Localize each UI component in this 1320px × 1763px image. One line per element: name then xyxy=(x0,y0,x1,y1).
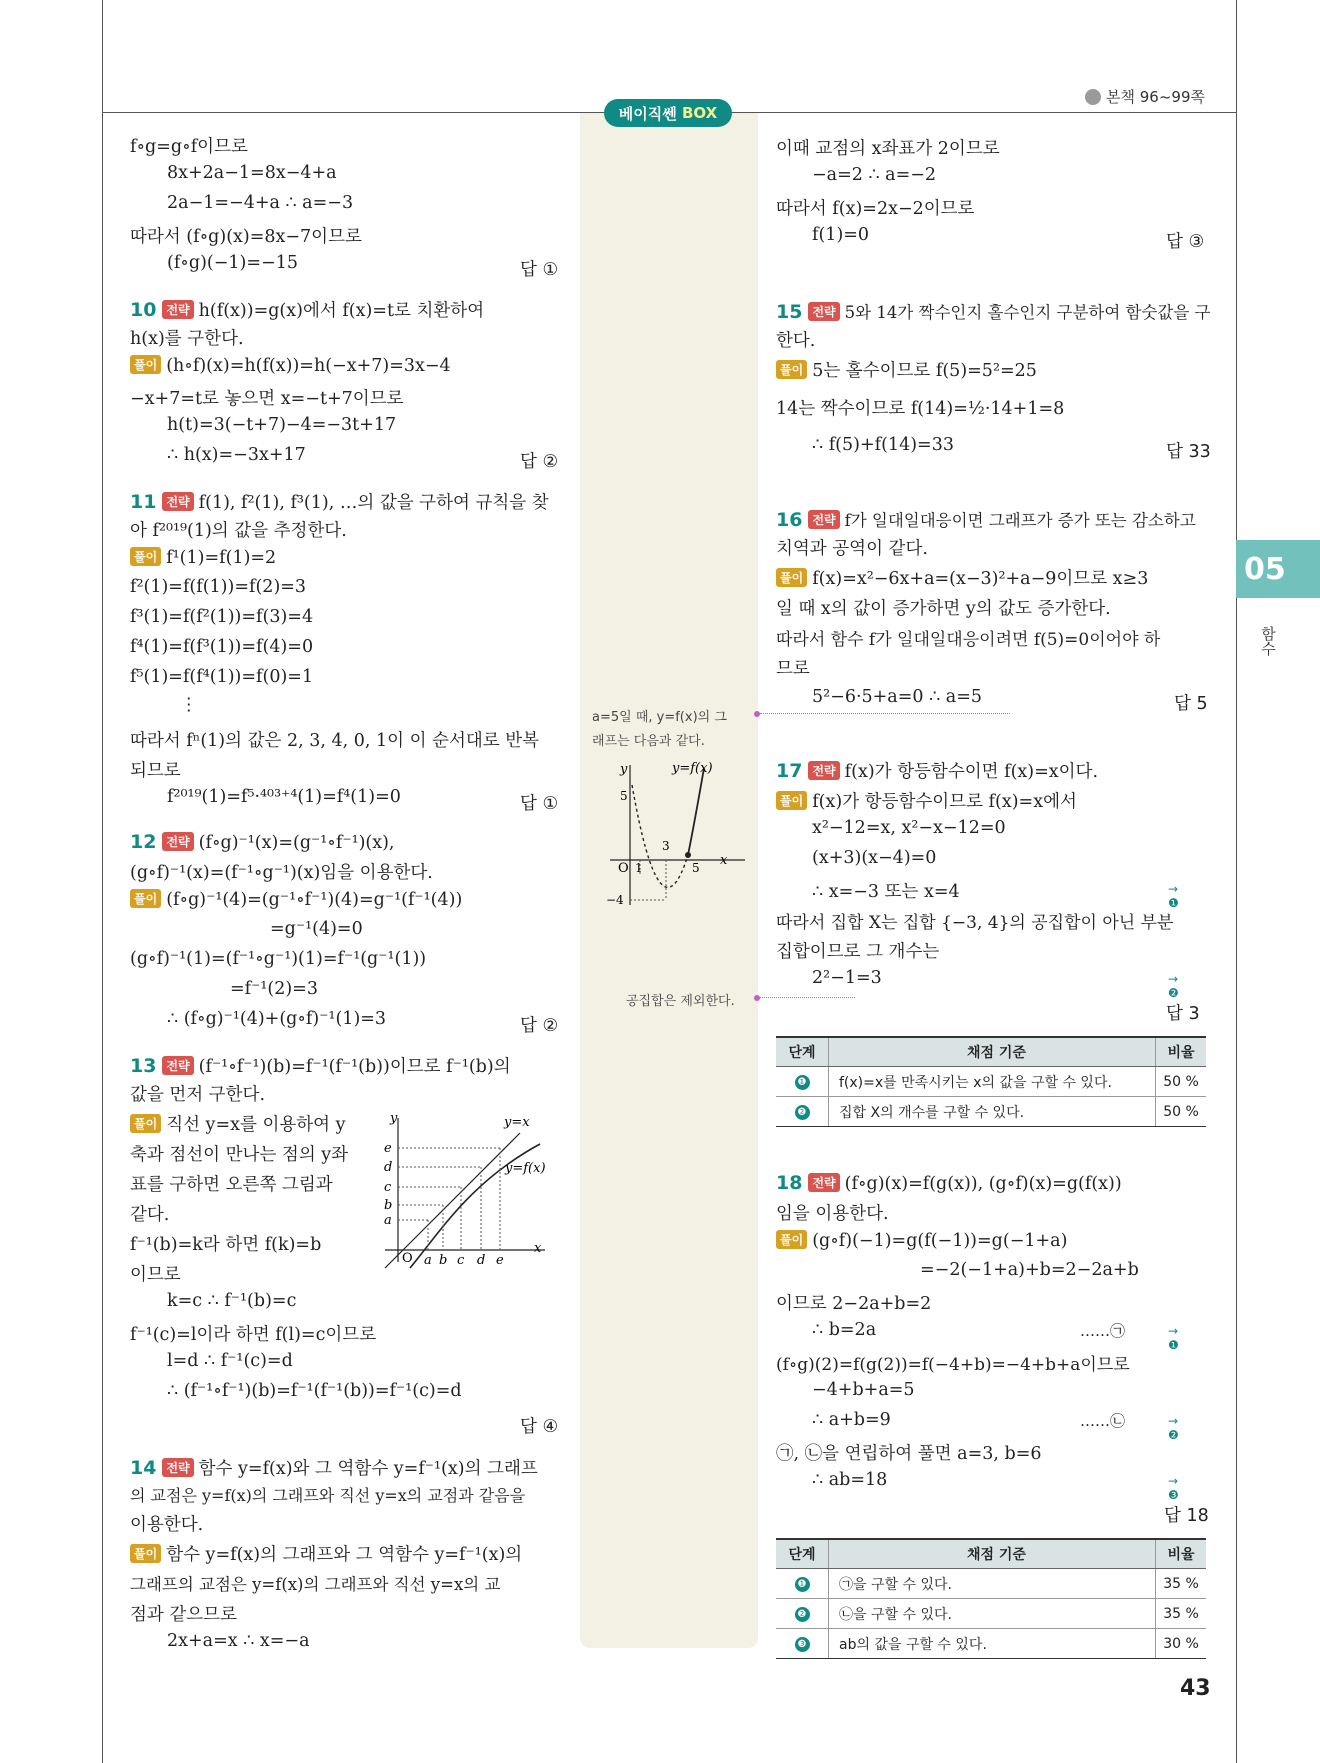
text-line: 따라서 f(x)=2x−2이므로 xyxy=(776,199,975,219)
text-line: 따라서 함수 f가 일대일대응이려면 f(5)=0이어야 하 xyxy=(776,630,1161,650)
text-line: l=d ∴ f⁻¹(c)=d xyxy=(167,1351,293,1371)
table-header-row xyxy=(776,1037,1206,1067)
answer: 답 ① xyxy=(520,260,559,280)
step-badge: ❷ xyxy=(795,1607,810,1622)
table-row xyxy=(776,1569,1206,1599)
text-line: 풀이 f(x)=x²−6x+a=(x−3)²+a−9이므로 x≥3 xyxy=(776,565,1148,590)
scoring-table-17 xyxy=(776,1036,1206,1127)
text-line: 치역과 공역이 같다. xyxy=(776,539,928,559)
table-cell: ㉠을 구할 수 있다. xyxy=(829,1569,1156,1599)
text-line: 풀이 함수 y=f(x)의 그래프와 그 역함수 y=f⁻¹(x)의 xyxy=(130,1541,522,1566)
table-cell: 35 % xyxy=(1156,1599,1207,1629)
text-line: (g∘f)⁻¹(1)=(f⁻¹∘g⁻¹)(1)=f⁻¹(g⁻¹(1)) xyxy=(130,949,427,969)
text-line: 므로 xyxy=(776,659,810,679)
text-line: ∴ ab=18 xyxy=(812,1470,888,1490)
step-badge: ❶ xyxy=(795,1577,810,1592)
table-cell: 35 % xyxy=(1156,1569,1207,1599)
page-number: 43 xyxy=(1180,1676,1211,1701)
text-line: 이므로 xyxy=(130,1265,181,1285)
text-line: 표를 구하면 오른쪽 그림과 xyxy=(130,1175,333,1195)
graph13-xtick: b xyxy=(439,1253,448,1268)
text-line: 14는 짝수이므로 f(14)=½·14+1=8 xyxy=(776,399,1065,419)
text-line: 풀이 직선 y=x를 이용하여 y xyxy=(130,1111,346,1136)
page-right-border xyxy=(1236,0,1237,1763)
text-line: f∘g=g∘f이므로 xyxy=(130,137,248,157)
problem-11: 11 전략 f(1), f²(1), f³(1), …의 값을 구하여 규칙을 찾 xyxy=(130,491,549,513)
graph13-xtick: e xyxy=(496,1253,504,1268)
table-row xyxy=(776,1599,1206,1629)
text-line: (x+3)(x−4)=0 xyxy=(812,848,937,868)
text-line: 집합이므로 그 개수는 xyxy=(776,942,940,962)
answer: 답 ③ xyxy=(1166,232,1205,252)
graph13-yfx-label: y=f(x) xyxy=(505,1161,546,1176)
table-header: 채점 기준 xyxy=(829,1539,1156,1569)
basic-box-label: 베이직쎈 BOX xyxy=(604,99,732,127)
text-line: f⁵(1)=f(f⁴(1))=f(0)=1 xyxy=(130,667,314,687)
text-line: 의 교점은 y=f(x)의 그래프와 직선 y=x의 교점과 같음을 xyxy=(130,1486,526,1505)
problem-15: 15 전략 5와 14가 짝수인지 홀수인지 구분하여 함숫값을 구 xyxy=(776,301,1211,323)
step-badge: ❷ xyxy=(795,1105,810,1120)
sidebar-note-graph-2: 래프는 다음과 같다. xyxy=(592,734,705,749)
answer: 답 ① xyxy=(520,794,559,814)
graph13-x-label: x xyxy=(534,1241,542,1256)
leader-line xyxy=(760,713,1010,714)
graph13-xtick: c xyxy=(457,1253,465,1268)
graph13-yx-label: y=x xyxy=(504,1115,530,1130)
step-mark: → ❶ xyxy=(1168,882,1179,910)
table-cell: f(x)=x를 만족시키는 x의 값을 구할 수 있다. xyxy=(829,1067,1156,1097)
text-line: f(1)=0 xyxy=(812,225,870,245)
text-line: k=c ∴ f⁻¹(b)=c xyxy=(167,1291,297,1311)
text-line: 이므로 2−2a+b=2 xyxy=(776,1294,932,1314)
graph16-five-x: 5 xyxy=(692,861,700,875)
step-mark: → ❸ xyxy=(1168,1474,1179,1502)
table-header: 비율 xyxy=(1156,1539,1207,1569)
text-line: 따라서 (f∘g)(x)=8x−7이므로 xyxy=(130,227,362,247)
text-line: 풀이 (f∘g)⁻¹(4)=(g⁻¹∘f⁻¹)(4)=g⁻¹(f⁻¹(4)) xyxy=(130,889,462,910)
graph-problem-13 xyxy=(380,1112,550,1272)
text-line: f⁻¹(c)=l이라 하면 f(l)=c이므로 xyxy=(130,1325,377,1345)
text-line: ⋮ xyxy=(180,695,198,715)
text-line: −4+b+a=5 xyxy=(812,1380,915,1400)
text-line: ㉠, ㉡을 연립하여 풀면 a=3, b=6 xyxy=(776,1444,1042,1464)
step-mark: → ❶ xyxy=(1168,1324,1179,1352)
table-header: 비율 xyxy=(1156,1037,1207,1067)
problem-16: 16 전략 f가 일대일대응이면 그래프가 증가 또는 감소하고 xyxy=(776,509,1196,531)
step-mark: → ❷ xyxy=(1168,972,1179,1000)
text-line: ∴ (f⁻¹∘f⁻¹)(b)=f⁻¹(f⁻¹(b))=f⁻¹(c)=d xyxy=(167,1381,462,1401)
table-row xyxy=(776,1629,1206,1659)
text-line: =g⁻¹(4)=0 xyxy=(270,919,363,939)
text-line: (f∘g)(2)=f(g(2))=f(−4+b)=−4+b+a이므로 xyxy=(776,1355,1130,1375)
leader-dot xyxy=(754,995,760,1001)
text-line: 2²−1=3 xyxy=(812,968,882,988)
text-line: f⁴(1)=f(f³(1))=f(4)=0 xyxy=(130,637,314,657)
text-line: 그래프의 교점은 y=f(x)의 그래프와 직선 y=x의 교 xyxy=(130,1575,501,1594)
text-line: 2a−1=−4+a ∴ a=−3 xyxy=(167,193,354,213)
text-line: 같다. xyxy=(130,1205,170,1225)
chapter-name: 함수 xyxy=(1259,626,1277,656)
problem-18: 18 전략 (f∘g)(x)=f(g(x)), (g∘f)(x)=g(f(x)) xyxy=(776,1172,1122,1194)
graph16-yfx-label: y=f(x) xyxy=(672,761,713,776)
text-line: ∴ a+b=9 xyxy=(812,1410,891,1430)
problem-10: 10 전략 h(f(x))=g(x)에서 f(x)=t로 치환하여 xyxy=(130,299,485,321)
problem-13: 13 전략 (f⁻¹∘f⁻¹)(b)=f⁻¹(f⁻¹(b))이므로 f⁻¹(b)의 xyxy=(130,1055,511,1077)
text-line: =−2(−1+a)+b=2−2a+b xyxy=(920,1260,1139,1280)
answer: 답 ② xyxy=(520,1016,559,1036)
graph13-origin: O xyxy=(402,1251,413,1266)
text-line: 축과 점선이 만나는 점의 y좌 xyxy=(130,1145,349,1165)
graph16-origin: O xyxy=(618,861,629,876)
step-badge: ❶ xyxy=(795,1075,810,1090)
answer: 답 3 xyxy=(1166,1004,1200,1024)
refresh-icon xyxy=(1085,89,1101,105)
tag-label: ……㉡ xyxy=(1080,1412,1126,1430)
text-line: 5²−6·5+a=0 ∴ a=5 xyxy=(812,687,983,707)
text-line: 되므로 xyxy=(130,761,181,781)
table-header: 단계 xyxy=(776,1037,829,1067)
text-line: 8x+2a−1=8x−4+a xyxy=(167,163,337,183)
text-line: (g∘f)⁻¹(x)=(f⁻¹∘g⁻¹)(x)임을 이용한다. xyxy=(130,863,433,883)
table-header: 채점 기준 xyxy=(829,1037,1156,1067)
text-line: x²−12=x, x²−x−12=0 xyxy=(812,818,1006,838)
problem-17: 17 전략 f(x)가 항등함수이면 f(x)=x이다. xyxy=(776,760,1099,782)
text-line: h(x)를 구한다. xyxy=(130,329,244,349)
graph16-y-label: y xyxy=(620,762,628,777)
graph16-x-label: x xyxy=(720,853,728,868)
step-mark: → ❷ xyxy=(1168,1414,1179,1442)
text-line: 값을 먼저 구한다. xyxy=(130,1085,266,1105)
text-line: −x+7=t로 놓으면 x=−t+7이므로 xyxy=(130,389,404,409)
sidebar-note-graph: a=5일 때, y=f(x)의 그 xyxy=(592,710,727,725)
text-line: ∴ (f∘g)⁻¹(4)+(g∘f)⁻¹(1)=3 xyxy=(167,1009,387,1029)
graph16-neg4: −4 xyxy=(606,893,624,907)
text-line: =f⁻¹(2)=3 xyxy=(230,979,318,999)
text-line: 점과 같으므로 xyxy=(130,1605,237,1625)
text-line: 풀이 5는 홀수이므로 f(5)=5²=25 xyxy=(776,357,1037,382)
table-header: 단계 xyxy=(776,1539,829,1569)
answer: 답 33 xyxy=(1166,442,1211,462)
table-cell: 50 % xyxy=(1156,1097,1207,1127)
table-cell: ab의 값을 구할 수 있다. xyxy=(829,1629,1156,1659)
answer: 답 ④ xyxy=(520,1417,559,1437)
graph16-one: 1 xyxy=(635,861,643,875)
leader-line xyxy=(760,997,855,998)
graph13-ytick: c xyxy=(384,1180,392,1195)
table-row xyxy=(776,1097,1206,1127)
table-cell: 집합 X의 개수를 구할 수 있다. xyxy=(829,1097,1156,1127)
text-line: 풀이 f(x)가 항등함수이므로 f(x)=x에서 xyxy=(776,788,1077,813)
text-line: 일 때 x의 값이 증가하면 y의 값도 증가한다. xyxy=(776,599,1111,619)
text-line: f⁻¹(b)=k라 하면 f(k)=b xyxy=(130,1235,322,1255)
text-line: −a=2 ∴ a=−2 xyxy=(812,165,937,185)
text-line: 따라서 fⁿ(1)의 값은 2, 3, 4, 0, 1이 이 순서대로 반복 xyxy=(130,731,540,751)
tag-label: ……㉠ xyxy=(1080,1322,1126,1340)
text-line: 풀이 (h∘f)(x)=h(f(x))=h(−x+7)=3x−4 xyxy=(130,355,451,376)
text-line: 이용한다. xyxy=(130,1515,204,1535)
text-line: 풀이 (g∘f)(−1)=g(f(−1))=g(−1+a) xyxy=(776,1230,1067,1251)
leader-dot xyxy=(754,711,760,717)
text-line: 따라서 집합 X는 집합 {−3, 4}의 공집합이 아닌 부분 xyxy=(776,913,1174,933)
answer: 답 ② xyxy=(520,452,559,472)
text-line: f³(1)=f(f²(1))=f(3)=4 xyxy=(130,607,314,627)
table-header-row xyxy=(776,1539,1206,1569)
text-line: f²⁰¹⁹(1)=f⁵·⁴⁰³⁺⁴(1)=f⁴(1)=0 xyxy=(167,787,401,807)
scoring-table-18 xyxy=(776,1538,1206,1659)
text-line: ∴ f(5)+f(14)=33 xyxy=(812,435,954,455)
text-line: ∴ b=2a xyxy=(812,1320,877,1340)
graph16-three: 3 xyxy=(662,839,670,853)
text-line: (f∘g)(−1)=−15 xyxy=(167,253,298,273)
text-line: 2x+a=x ∴ x=−a xyxy=(167,1631,310,1651)
graph16-five-y: 5 xyxy=(620,789,628,803)
text-line: h(t)=3(−t+7)−4=−3t+17 xyxy=(167,415,397,435)
table-row xyxy=(776,1067,1206,1097)
graph-problem-16 xyxy=(600,760,750,910)
graph13-ytick: d xyxy=(384,1160,393,1175)
table-cell: ㉡을 구할 수 있다. xyxy=(829,1599,1156,1629)
answer: 답 5 xyxy=(1174,694,1208,714)
text-line: ∴ h(x)=−3x+17 xyxy=(167,445,306,465)
table-cell: 30 % xyxy=(1156,1629,1207,1659)
sidebar-note-emptyset: 공집합은 제외한다. xyxy=(626,994,735,1009)
step-badge: ❸ xyxy=(795,1637,810,1652)
chapter-tab: 05 xyxy=(1236,540,1320,598)
graph13-y-label: y xyxy=(390,1112,398,1126)
graph13-ytick: a xyxy=(384,1213,392,1228)
reference-label: 본책 96~99쪽 xyxy=(1085,86,1205,107)
text-line: 한다. xyxy=(776,331,816,351)
page-left-border xyxy=(102,0,103,1763)
graph13-ytick: e xyxy=(384,1141,392,1156)
graph13-xtick: d xyxy=(477,1253,486,1268)
text-line: ∴ x=−3 또는 x=4 xyxy=(812,882,960,902)
graph13-ytick: b xyxy=(384,1198,393,1213)
graph13-xtick: a xyxy=(424,1253,432,1268)
text-line: f²(1)=f(f(1))=f(2)=3 xyxy=(130,577,307,597)
text-line: 풀이 f¹(1)=f(1)=2 xyxy=(130,547,276,568)
text-line: 임을 이용한다. xyxy=(776,1204,889,1224)
problem-14: 14 전략 함수 y=f(x)와 그 역함수 y=f⁻¹(x)의 그래프 xyxy=(130,1457,538,1479)
problem-12: 12 전략 (f∘g)⁻¹(x)=(g⁻¹∘f⁻¹)(x), xyxy=(130,831,395,853)
text-line: 이때 교점의 x좌표가 2이므로 xyxy=(776,139,1000,159)
table-cell: 50 % xyxy=(1156,1067,1207,1097)
text-line: 아 f²⁰¹⁹(1)의 값을 추정한다. xyxy=(130,521,347,541)
answer: 답 18 xyxy=(1164,1506,1209,1526)
